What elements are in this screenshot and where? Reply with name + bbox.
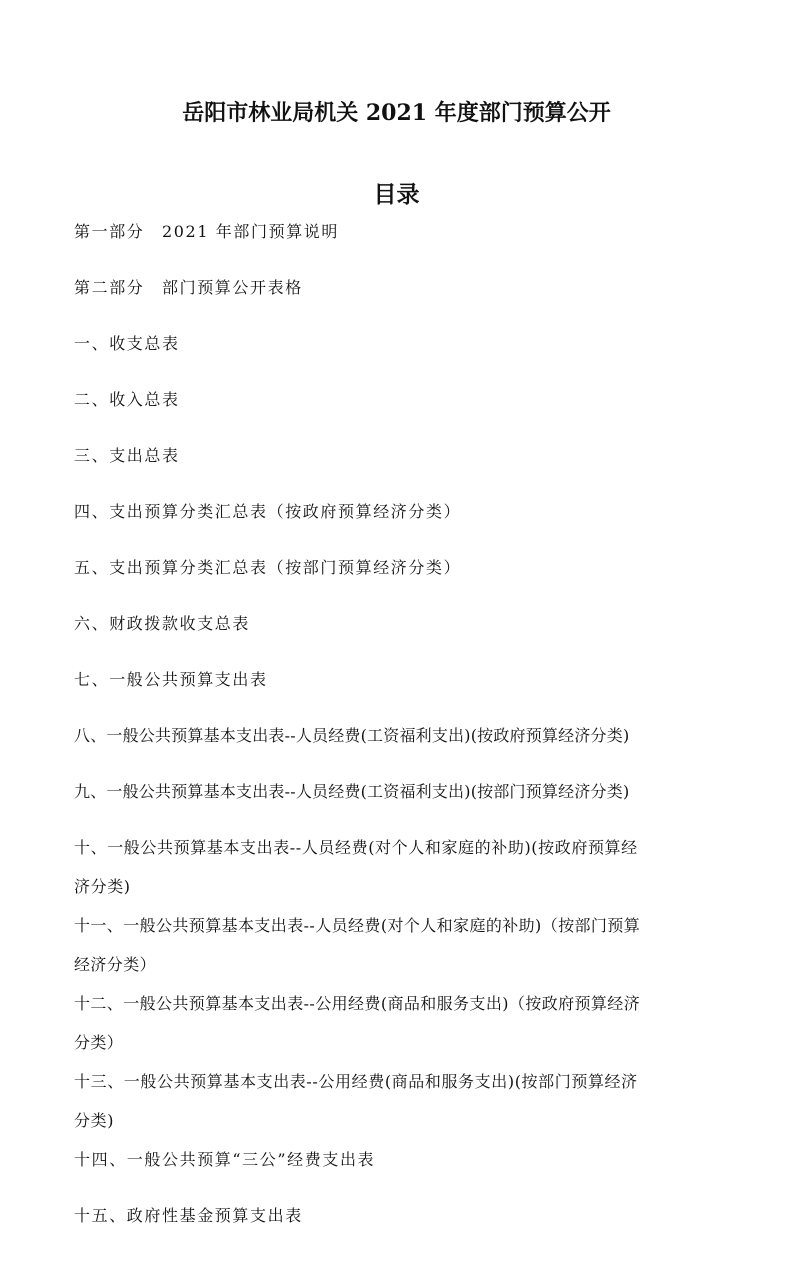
toc-entry-text-continued: 分类) xyxy=(74,1111,115,1130)
toc-entry-text: 五、支出预算分类汇总表（按部门预算经济分类） xyxy=(74,558,462,577)
toc-entry-text: 十二、一般公共预算基本支出表--公用经费(商品和服务支出)（按政府预算经济 xyxy=(74,994,641,1013)
toc-entry-text: 九、一般公共预算基本支出表--人员经费(工资福利支出)(按部门预算经济分类) xyxy=(74,782,630,801)
toc-entry-part-2[interactable] xyxy=(74,277,734,316)
toc-entry-text: 十三、一般公共预算基本支出表--公用经费(商品和服务支出)(按部门预算经济 xyxy=(74,1072,638,1091)
toc-entry-text-continued: 济分类) xyxy=(74,877,131,896)
toc-entry-12[interactable] xyxy=(74,993,734,1054)
toc-entry-6[interactable] xyxy=(74,613,734,652)
toc-entry-text: 四、支出预算分类汇总表（按政府预算经济分类） xyxy=(74,502,462,521)
toc-entry-5[interactable] xyxy=(74,557,734,596)
toc-entry-3[interactable] xyxy=(74,445,734,484)
toc-entry-text: 十、一般公共预算基本支出表--人员经费(对个人和家庭的补助)(按政府预算经 xyxy=(74,838,638,857)
toc-entry-15[interactable] xyxy=(74,1205,734,1244)
toc-entry-11[interactable] xyxy=(74,915,734,976)
toc-entry-text: 三、支出总表 xyxy=(74,446,180,465)
toc-entry-7[interactable] xyxy=(74,669,734,708)
toc-entry-text: 一、收支总表 xyxy=(74,334,180,353)
toc-entry-text: 十四、一般公共预算“三公”经费支出表 xyxy=(74,1150,376,1169)
toc-entry-text: 十五、政府性基金预算支出表 xyxy=(74,1206,303,1225)
toc-entry-9[interactable] xyxy=(74,781,734,820)
toc-entry-8[interactable] xyxy=(74,725,734,764)
toc-entry-part-1[interactable] xyxy=(74,221,734,260)
toc-entry-text: 十一、一般公共预算基本支出表--人员经费(对个人和家庭的补助)（按部门预算 xyxy=(74,916,641,935)
toc-entry-text: 二、收入总表 xyxy=(74,390,180,409)
toc-entry-text-continued: 分类） xyxy=(74,1033,124,1052)
toc-entry-10[interactable] xyxy=(74,837,734,898)
toc-entry-text: 六、财政拨款收支总表 xyxy=(74,614,251,633)
toc-entry-14[interactable] xyxy=(74,1149,734,1188)
toc-entry-1[interactable] xyxy=(74,333,734,372)
toc-entry-text: 八、一般公共预算基本支出表--人员经费(工资福利支出)(按政府预算经济分类) xyxy=(74,726,630,745)
toc-heading: 目录 xyxy=(373,181,420,208)
document-title: 岳阳市林业局机关 2021 年度部门预算公开 xyxy=(182,100,611,126)
toc-entry-text: 第一部分 2021 年部门预算说明 xyxy=(74,222,340,241)
toc-entry-4[interactable] xyxy=(74,501,734,540)
toc-entry-2[interactable] xyxy=(74,389,734,428)
toc-entry-text-continued: 经济分类） xyxy=(74,955,157,974)
toc-entry-13[interactable] xyxy=(74,1071,734,1132)
table-of-contents xyxy=(74,221,734,1261)
toc-entry-text: 第二部分 部门预算公开表格 xyxy=(74,278,303,297)
toc-entry-text: 七、一般公共预算支出表 xyxy=(74,670,268,689)
